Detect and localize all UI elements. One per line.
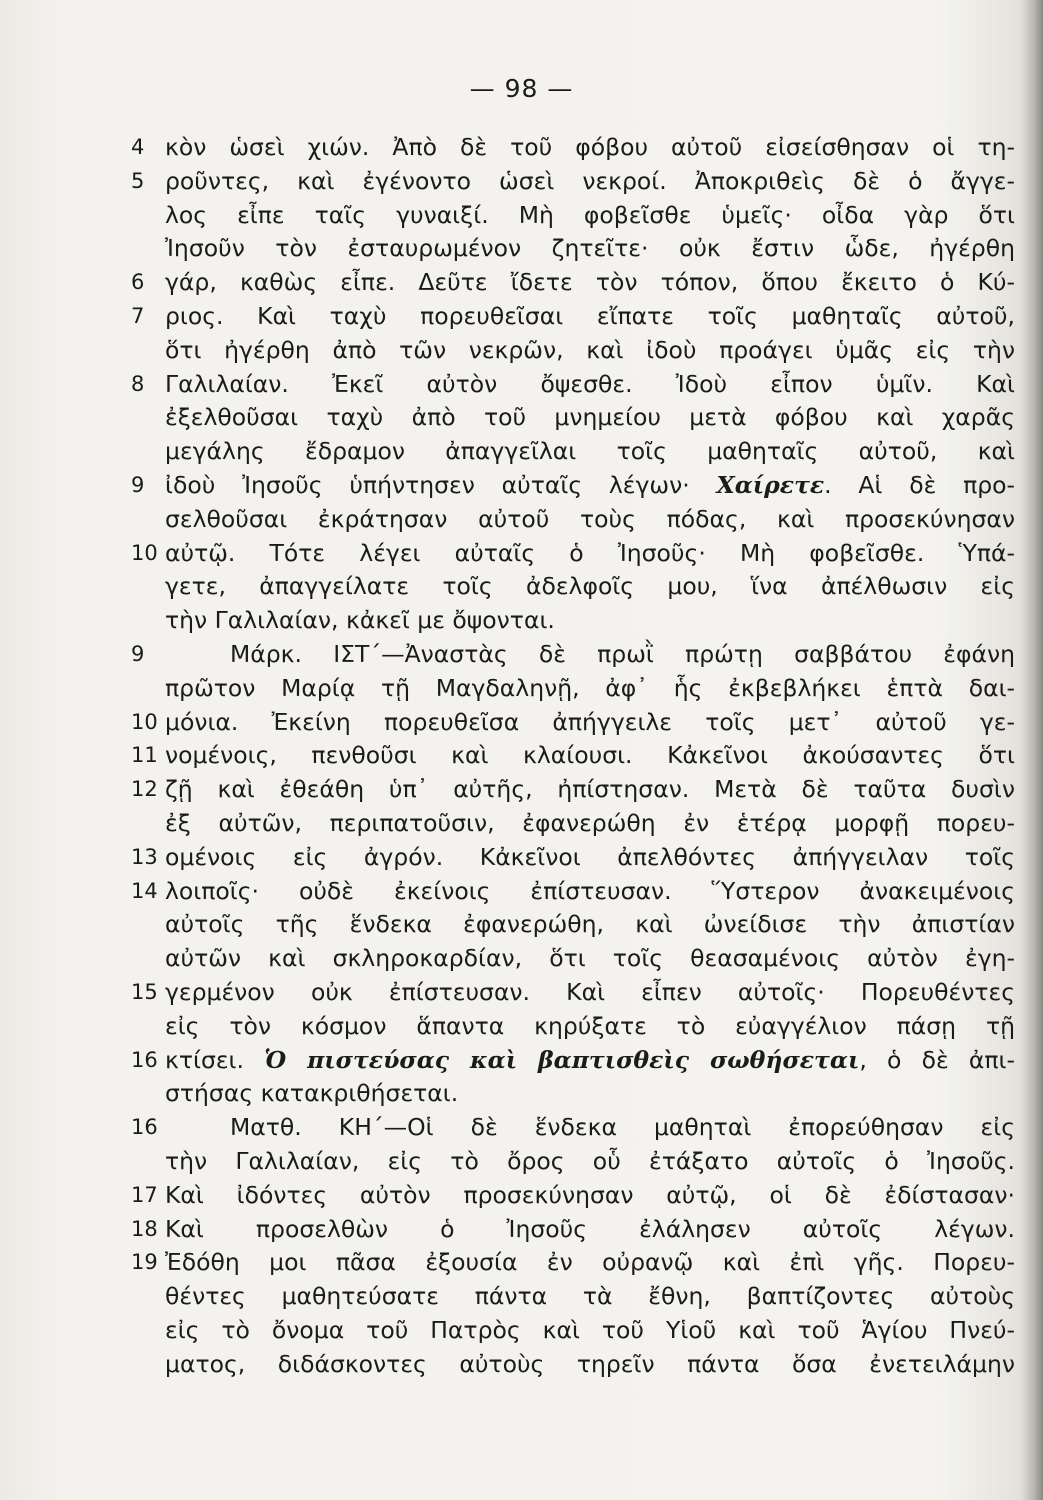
text-line — [0, 266, 1043, 300]
line-text — [165, 435, 1015, 469]
verse-number: 12 — [131, 777, 158, 802]
verse-number: 11 — [131, 743, 158, 768]
line-text — [165, 232, 1015, 266]
verse-number: 14 — [131, 878, 158, 903]
line-text — [165, 841, 1015, 875]
line-text — [165, 1179, 1015, 1213]
line-text — [165, 672, 1015, 706]
line-text-main: λοιποῖς· οὐδὲ ἐκείνοις ἐπίστευσαν. Ὕστερον ἀνακειμένοις — [165, 876, 1015, 905]
line-text-main: ματος, διδάσκοντες αὐτοὺς τηρεῖν πάντα ὅσα ἐνετειλάμην — [165, 1349, 1015, 1378]
line-text-main: λος εἶπε ταῖς γυναιξί. Μὴ φοβεῖσθε ὑμεῖς· οἶδα γὰρ ὅτι — [165, 200, 1015, 229]
line-text-main: τὴν Γαλιλαίαν, κἀκεῖ με ὄψονται. — [165, 606, 555, 635]
text-line — [0, 1179, 1043, 1213]
verse-number: 9 — [131, 472, 145, 497]
text-line — [0, 1145, 1043, 1179]
line-text — [165, 1246, 1015, 1280]
text-line — [0, 942, 1043, 976]
text-line — [0, 1213, 1043, 1247]
text-line — [0, 1246, 1043, 1280]
line-text — [165, 503, 1015, 537]
line-text-main: Καὶ ἰδόντες αὐτὸν προσεκύνησαν αὐτῷ, οἱ δὲ ἐδίστασαν· — [165, 1180, 1015, 1209]
verse-number: 13 — [131, 844, 158, 869]
line-text-main: αὐτοῖς τῆς ἕνδεκα ἐφανερώθη, καὶ ὠνείδισε τὴν ἀπιστίαν — [165, 910, 1015, 939]
line-text — [165, 1280, 1015, 1314]
line-text — [230, 638, 1015, 672]
line-text-main: εἰς τὸν κόσμον ἅπαντα κηρύξατε τὸ εὐαγγέλιον πάσῃ τῇ — [165, 1011, 1015, 1040]
line-text-main: θέντες μαθητεύσατε πάντα τὰ ἔθνη, βαπτίζοντες αὐτοὺς — [165, 1282, 1015, 1311]
text-line — [0, 706, 1043, 740]
line-text — [165, 739, 1015, 773]
line-text — [165, 1010, 1015, 1044]
line-text-main: τὴν Γαλιλαίαν, εἰς τὸ ὄρος οὗ ἐτάξατο αὐτοῖς ὁ Ἰησοῦς. — [165, 1146, 1015, 1175]
line-text — [165, 908, 1015, 942]
text-line — [0, 908, 1043, 942]
line-text — [165, 570, 1015, 604]
emphasized-quote: Χαίρετε — [716, 470, 825, 499]
line-text-main: Ἰησοῦν τὸν ἐσταυρωμένον ζητεῖτε· οὐκ ἔστιν ὧδε, ἠγέρθη — [165, 234, 1015, 263]
text-line — [0, 604, 1043, 638]
line-text-main: σελθοῦσαι ἐκράτησαν αὐτοῦ τοὺς πόδας, καὶ προσεκύνησαν — [165, 504, 1015, 533]
verse-number: 15 — [131, 979, 158, 1004]
text-line — [0, 1044, 1043, 1078]
verse-number: 18 — [131, 1216, 158, 1241]
line-text-main: γάρ, καθὼς εἶπε. Δεῦτε ἴδετε τὸν τόπον, ὅπου ἔκειτο ὁ Κύ- — [165, 268, 1015, 297]
line-text — [165, 942, 1015, 976]
page-number: — 98 — — [469, 74, 574, 103]
line-text — [165, 976, 1015, 1010]
text-line — [0, 672, 1043, 706]
text-line — [0, 165, 1043, 199]
text-line — [0, 435, 1043, 469]
line-text-main: εἰς τὸ ὄνομα τοῦ Πατρὸς καὶ τοῦ Υἱοῦ καὶ τοῦ Ἁγίου Πνεύ- — [165, 1315, 1015, 1344]
text-line — [0, 131, 1043, 165]
text-line — [0, 739, 1043, 773]
text-line — [0, 1348, 1043, 1382]
verse-number: 9 — [131, 641, 145, 666]
line-text-main: κτίσει. — [165, 1045, 244, 1074]
text-line — [0, 469, 1043, 503]
verse-number: 10 — [131, 709, 158, 734]
text-line — [0, 401, 1043, 435]
text-line — [0, 875, 1043, 909]
verse-number: 16 — [131, 1115, 158, 1140]
line-text-main: αὐτῶν καὶ σκληροκαρδίαν, ὅτι τοῖς θεασαμένοις αὐτὸν ἐγη- — [165, 944, 1015, 973]
line-text-main: γετε, ἀπαγγείλατε τοῖς ἀδελφοῖς μου, ἵνα ἀπέλθωσιν εἰς — [165, 572, 1015, 601]
line-text — [165, 469, 1015, 503]
emphasized-quote: Ὁ πιστεύσας καὶ βαπτισθεὶς σωθήσεται — [264, 1045, 860, 1074]
line-text — [165, 1044, 1015, 1078]
text-line — [0, 232, 1043, 266]
text-line — [0, 503, 1043, 537]
verse-number: 4 — [131, 135, 145, 159]
line-text-main: ριος. Καὶ ταχὺ πορευθεῖσαι εἴπατε τοῖς μαθηταῖς αὐτοῦ, — [165, 301, 1015, 330]
line-text — [165, 1213, 1015, 1247]
line-text-main: μεγάλης ἔδραμον ἀπαγγεῖλαι τοῖς μαθηταῖς αὐτοῦ, καὶ — [165, 437, 1015, 466]
text-line — [0, 976, 1043, 1010]
text-line — [0, 1111, 1043, 1145]
line-text-main: γερμένον οὐκ ἐπίστευσαν. Καὶ εἶπεν αὐτοῖς· Πορευθέντες — [165, 977, 1015, 1006]
line-text — [165, 604, 1015, 638]
text-line — [0, 537, 1043, 571]
line-text-main: πρῶτον Μαρίᾳ τῇ Μαγδαληνῇ, ἀφ᾽ ἧς ἐκβεβλήκει ἑπτὰ δαι- — [165, 673, 1015, 702]
verse-number: 16 — [131, 1047, 158, 1072]
line-text — [165, 1077, 1015, 1111]
line-text-main: κὸν ὡσεὶ χιών. Ἀπὸ δὲ τοῦ φόβου αὐτοῦ εἰσείσθησαν οἱ τη- — [165, 133, 1015, 161]
line-text — [165, 266, 1015, 300]
text-line — [0, 300, 1043, 334]
line-text-main: στήσας κατακριθήσεται. — [165, 1079, 459, 1108]
verse-number: 5 — [131, 168, 145, 193]
line-text — [165, 165, 1015, 199]
line-text — [165, 1145, 1015, 1179]
line-text-main: Μάρκ. ΙΣΤ΄—Ἀναστὰς δὲ πρωῒ πρώτῃ σαββάτου ἐφάνη — [230, 639, 1015, 668]
line-text-main: Γαλιλαίαν. Ἐκεῖ αὐτὸν ὄψεσθε. Ἰδοὺ εἶπον ὑμῖν. Καὶ — [165, 369, 1015, 398]
line-text-tail: , ὁ δὲ ἀπι- — [859, 1045, 1015, 1074]
line-text — [165, 368, 1015, 402]
text-line — [0, 1077, 1043, 1111]
text-line — [0, 570, 1043, 604]
line-text — [230, 1111, 1015, 1145]
line-text-main: Καὶ προσελθὼν ὁ Ἰησοῦς ἐλάλησεν αὐτοῖς λέγων. — [165, 1214, 1015, 1243]
line-text-main: ὅτι ἠγέρθη ἀπὸ τῶν νεκρῶν, καὶ ἰδοὺ προάγει ὑμᾶς εἰς τὴν — [165, 335, 1015, 364]
text-line — [0, 841, 1043, 875]
verse-number: 17 — [131, 1182, 158, 1207]
text-line — [0, 1010, 1043, 1044]
line-text — [165, 1348, 1015, 1382]
text-line — [0, 334, 1043, 368]
line-text-main: ἐξ αὐτῶν, περιπατοῦσιν, ἐφανερώθη ἐν ἑτέρᾳ μορφῇ πορευ- — [165, 808, 1015, 837]
line-text-main: ἰδοὺ Ἰησοῦς ὑπήντησεν αὐταῖς λέγων· — [165, 470, 690, 499]
line-text — [165, 807, 1015, 841]
line-text — [165, 199, 1015, 233]
text-line — [0, 638, 1043, 672]
line-text-main: αὐτῷ. Τότε λέγει αὐταῖς ὁ Ἰησοῦς· Μὴ φοβεῖσθε. Ὑπά- — [165, 538, 1015, 567]
line-text — [165, 537, 1015, 571]
text-line — [0, 199, 1043, 233]
line-text-tail: . Αἱ δὲ προ- — [824, 470, 1015, 499]
line-text — [165, 334, 1015, 368]
line-text — [165, 706, 1015, 740]
line-text — [165, 1314, 1015, 1348]
verse-number: 10 — [131, 540, 158, 565]
line-text-main: ἐξελθοῦσαι ταχὺ ἀπὸ τοῦ μνημείου μετὰ φόβου καὶ χαρᾶς — [165, 403, 1015, 432]
verse-number: 8 — [131, 371, 145, 396]
verse-number: 7 — [131, 303, 145, 328]
verse-number: 19 — [131, 1250, 158, 1275]
text-line — [0, 773, 1043, 807]
line-text — [165, 401, 1015, 435]
line-text-main: ροῦντες, καὶ ἐγένοντο ὡσεὶ νεκροί. Ἀποκριθεὶς δὲ ὁ ἄγγε- — [165, 166, 1015, 195]
line-text — [165, 131, 1015, 165]
line-text — [165, 773, 1015, 807]
line-text — [165, 300, 1015, 334]
line-text-main: νομένοις, πενθοῦσι καὶ κλαίουσι. Κἀκεῖνοι ἀκούσαντες ὅτι — [165, 741, 1015, 770]
text-line — [0, 1314, 1043, 1348]
line-text-main: Ματθ. ΚΗ΄—Οἱ δὲ ἕνδεκα μαθηταὶ ἐπορεύθησαν εἰς — [230, 1113, 1015, 1142]
line-text-main: ομένοις εἰς ἀγρόν. Κἀκεῖνοι ἀπελθόντες ἀπήγγειλαν τοῖς — [165, 842, 1015, 871]
body-text — [0, 131, 1043, 1381]
line-text — [165, 875, 1015, 909]
line-text-main: Ἐδόθη μοι πᾶσα ἐξουσία ἐν οὐρανῷ καὶ ἐπὶ γῆς. Πορευ- — [165, 1248, 1015, 1277]
text-line — [0, 368, 1043, 402]
line-text-main: μόνια. Ἐκείνη πορευθεῖσα ἀπήγγειλε τοῖς μετ᾽ αὐτοῦ γε- — [165, 707, 1015, 736]
text-line — [0, 1280, 1043, 1314]
verse-number: 6 — [131, 270, 145, 295]
line-text-main: ζῇ καὶ ἐθεάθη ὑπ᾽ αὐτῆς, ἠπίστησαν. Μετὰ δὲ ταῦτα δυσὶν — [165, 775, 1015, 804]
text-line — [0, 807, 1043, 841]
